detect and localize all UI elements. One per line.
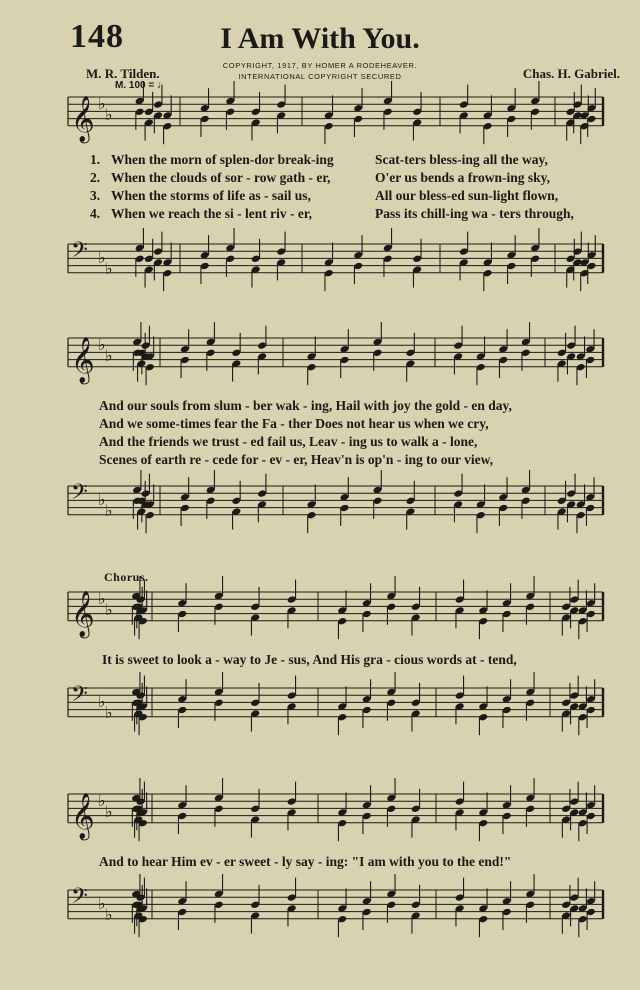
verse-text: And our souls from slum - ber wak - ing, Hail with joy the gold - en day, xyxy=(99,398,512,413)
bass-clef-icon: 𝄢 xyxy=(71,682,88,712)
treble-clef-icon: 𝄞 xyxy=(71,792,95,839)
verse-number: 4. xyxy=(90,206,101,221)
lyricist-credit: M. R. Tilden. xyxy=(86,66,160,81)
copyright-line: INTERNATIONAL COPYRIGHT SECURED xyxy=(238,72,402,81)
verse-text: And the friends we trust - ed fail us, Leav - ing us to walk a - lone, xyxy=(99,434,478,449)
treble-clef-icon: 𝄞 xyxy=(71,95,95,142)
flat-icon: ♭ xyxy=(98,94,106,113)
flat-icon: ♭ xyxy=(105,501,113,520)
verse-text-a: When the storms of life as - sail us, xyxy=(111,188,311,203)
verse-text-b: Pass its chill-ing wa - ters through, xyxy=(375,206,574,221)
flat-icon: ♭ xyxy=(98,589,106,608)
verse-text-a: When the clouds of sor - row gath - er, xyxy=(111,170,331,185)
flat-icon: ♭ xyxy=(105,802,113,821)
flat-icon: ♭ xyxy=(105,346,113,365)
verse-text-b: All our bless-ed sun-light flown, xyxy=(375,188,559,203)
bass-clef-icon: 𝄢 xyxy=(71,884,88,914)
composer-credit: Chas. H. Gabriel. xyxy=(522,66,620,81)
flat-icon: ♭ xyxy=(98,490,106,509)
flat-icon: ♭ xyxy=(98,692,106,711)
flat-icon: ♭ xyxy=(98,894,106,913)
tempo-marking: M. 100 = ♩ xyxy=(115,80,167,91)
verse-text-a: When the morn of splen-dor break-ing xyxy=(111,152,334,167)
verse-number: 3. xyxy=(90,188,101,203)
flat-icon: ♭ xyxy=(105,105,113,124)
chorus-label: Chorus. xyxy=(104,570,149,584)
verse-text: Scenes of earth re - cede for - ev - er, Heav'n is op'n - ing to our view, xyxy=(99,452,493,467)
verse-text-b: O'er us bends a frown-ing sky, xyxy=(375,170,551,185)
flat-icon: ♭ xyxy=(105,703,113,722)
treble-clef-icon: 𝄞 xyxy=(71,336,95,383)
flat-icon: ♭ xyxy=(105,259,113,278)
flat-icon: ♭ xyxy=(98,335,106,354)
flat-icon: ♭ xyxy=(105,905,113,924)
verse-number: 1. xyxy=(90,152,101,167)
verse-number: 2. xyxy=(90,170,101,185)
bass-clef-icon: 𝄢 xyxy=(71,480,88,510)
verse-text-b: Scat-ters bless-ing all the way, xyxy=(375,152,548,167)
hymn-title: I Am With You. xyxy=(220,22,420,55)
hymn-number: 148 xyxy=(70,18,124,55)
flat-icon: ♭ xyxy=(98,248,106,267)
verse-text: And we some-times fear the Fa - ther Does not hear us when we cry, xyxy=(99,416,489,431)
chorus-text: It is sweet to look a - way to Je - sus, And His gra - cious words at - tend, xyxy=(102,652,517,667)
treble-clef-icon: 𝄞 xyxy=(71,590,95,637)
copyright-line: COPYRIGHT, 1917, BY HOMER A RODEHEAVER. xyxy=(222,61,418,70)
verse-text-a: When we reach the si - lent riv - er, xyxy=(111,206,312,221)
flat-icon: ♭ xyxy=(98,791,106,810)
chorus-text: And to hear Him ev - er sweet - ly say - ing: "I am with you to the end!" xyxy=(99,854,512,869)
bass-clef-icon: 𝄢 xyxy=(71,238,88,268)
flat-icon: ♭ xyxy=(105,600,113,619)
